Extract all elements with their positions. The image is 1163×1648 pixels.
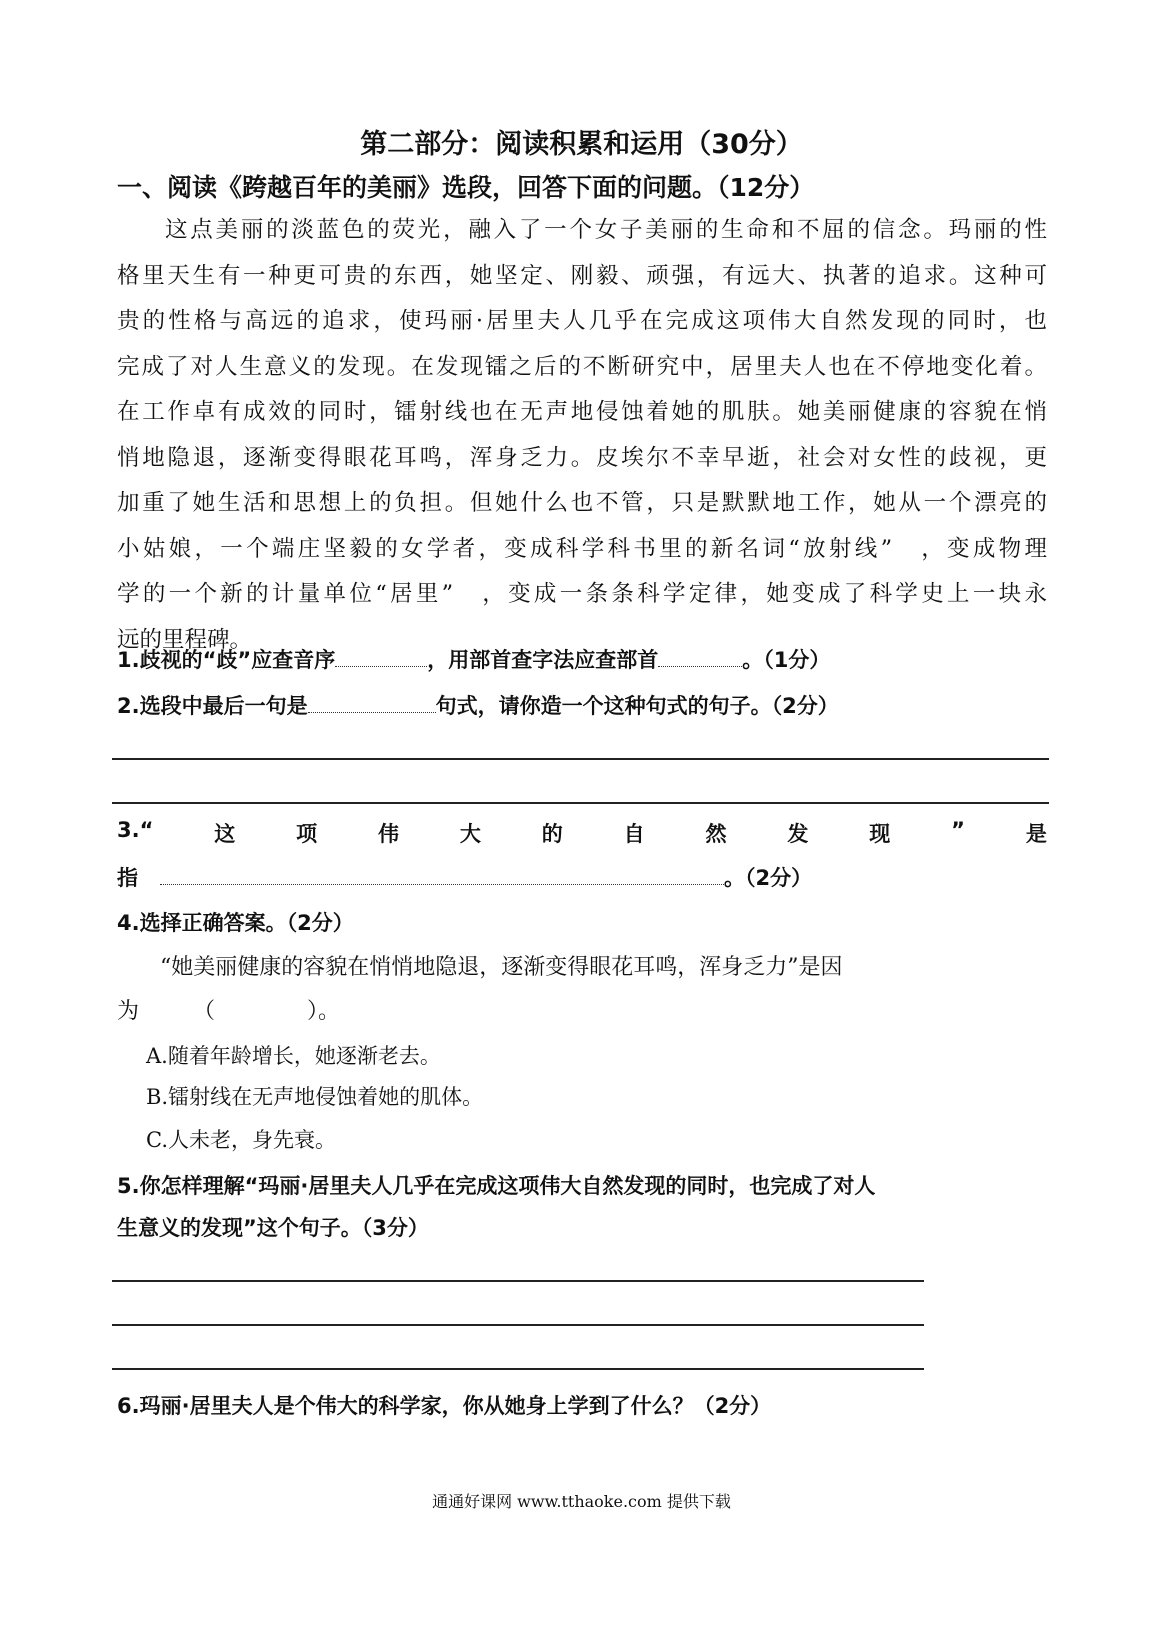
part-title: 第二部分：阅读积累和运用（30分） <box>360 129 803 160</box>
footer-credit: 通通好课网 www.tthaoke.com 提供下载 <box>432 1492 731 1511</box>
question-3-char: 现 <box>869 822 891 846</box>
question-3-char: 的 <box>541 822 563 846</box>
option-c[interactable]: C.人未老，身先衰。 <box>146 1128 336 1152</box>
question-1-text: 1.歧视的“歧”应查音序 <box>117 648 336 672</box>
question-4-stem-line2 <box>117 994 340 1025</box>
answer-line[interactable] <box>112 802 1049 804</box>
answer-line[interactable] <box>112 1280 924 1282</box>
question-3-char: 发 <box>787 822 809 846</box>
question-3-char: 项 <box>296 822 318 846</box>
answer-line[interactable] <box>112 758 1049 760</box>
question-3-char: 是 <box>1025 822 1047 846</box>
passage-line: 在工作卓有成效的同时，镭射线也在无声地侵蚀着她的肌肤。她美丽健康的容貌在悄 <box>117 399 1047 425</box>
passage-line: 加重了她生活和思想上的负担。但她什么也不管，只是默默地工作，她从一个漂亮的 <box>117 490 1047 516</box>
question-2-text: 句式，请你造一个这种句式的句子。（2分） <box>435 694 839 718</box>
question-6: 6.玛丽·居里夫人是个伟大的科学家，你从她身上学到了什么？（2分） <box>117 1394 772 1418</box>
question-3-char: ” <box>951 818 965 842</box>
answer-blank[interactable] <box>335 666 427 667</box>
question-3-line1 <box>117 818 1047 848</box>
answer-blank[interactable] <box>308 712 436 713</box>
question-4-stem: “她美丽健康的容貌在悄悄地隐退，逐渐变得眼花耳鸣，浑身乏力”是因 <box>160 955 843 980</box>
question-3-line2 <box>117 862 812 892</box>
passage-line: 完成了对人生意义的发现。在发现镭之后的不断研究中，居里夫人也在不停地变化着。 <box>117 353 1047 380</box>
question-3-text: 指 <box>117 866 138 890</box>
question-4-heading: 4.选择正确答案。（2分） <box>117 911 354 935</box>
answer-line[interactable] <box>112 1324 924 1326</box>
question-3-char: 大 <box>459 822 481 846</box>
answer-blank[interactable] <box>658 666 742 667</box>
section-title: 一、阅读《跨越百年的美丽》选段，回答下面的问题。（12分） <box>117 173 815 202</box>
question-3-char: 伟 <box>378 822 400 846</box>
question-3-text: 。（2分） <box>724 866 813 890</box>
option-b[interactable]: B.镭射线在无声地侵蚀着她的肌体。 <box>146 1085 484 1109</box>
question-3-char: 自 <box>623 822 645 846</box>
question-2 <box>117 690 839 720</box>
question-1-text: 。（1分） <box>742 648 831 672</box>
passage-line: 远的里程碑。 <box>117 626 253 653</box>
question-5-line1: 5.你怎样理解“玛丽·居里夫人几乎在完成这项伟大自然发现的同时，也完成了对人 <box>117 1174 876 1198</box>
passage-line: 这点美丽的淡蓝色的荧光，融入了一个女子美丽的生命和不屈的信念。玛丽的性 <box>165 217 1047 243</box>
question-3-char: 3.“ <box>117 818 154 842</box>
passage-line: 小姑娘，一个端庄坚毅的女学者，变成科学科书里的新名词“放射线” ，变成物理 <box>117 535 1047 562</box>
question-3-char: 这 <box>214 822 236 846</box>
answer-line[interactable] <box>112 1368 924 1370</box>
question-4-text: ）。 <box>307 999 341 1024</box>
question-1-text: ，用部首查字法应查部首 <box>427 648 659 672</box>
question-4-text: 为 <box>117 999 140 1024</box>
option-a[interactable]: A.随着年龄增长，她逐渐老去。 <box>146 1044 441 1068</box>
question-3-char: 然 <box>705 822 727 846</box>
passage-line: 学的一个新的计量单位“居里” ，变成一条条科学定律，她变成了科学史上一块永 <box>117 581 1047 607</box>
passage-line: 格里天生有一种更可贵的东西，她坚定、刚毅、顽强，有远大、执著的追求。这种可 <box>117 262 1047 289</box>
passage-line: 悄地隐退，逐渐变得眼花耳鸣，浑身乏力。皮埃尔不幸早逝，社会对女性的歧视，更 <box>117 444 1047 471</box>
answer-blank[interactable] <box>160 884 724 885</box>
question-1 <box>117 644 830 674</box>
question-5-line2: 生意义的发现”这个句子。（3分） <box>117 1216 429 1240</box>
passage <box>117 208 1047 663</box>
passage-line: 贵的性格与高远的追求，使玛丽·居里夫人几乎在完成这项伟大自然发现的同时，也 <box>117 308 1047 334</box>
question-2-text: 2.选段中最后一句是 <box>117 694 308 718</box>
question-4-text: （ <box>193 999 216 1024</box>
